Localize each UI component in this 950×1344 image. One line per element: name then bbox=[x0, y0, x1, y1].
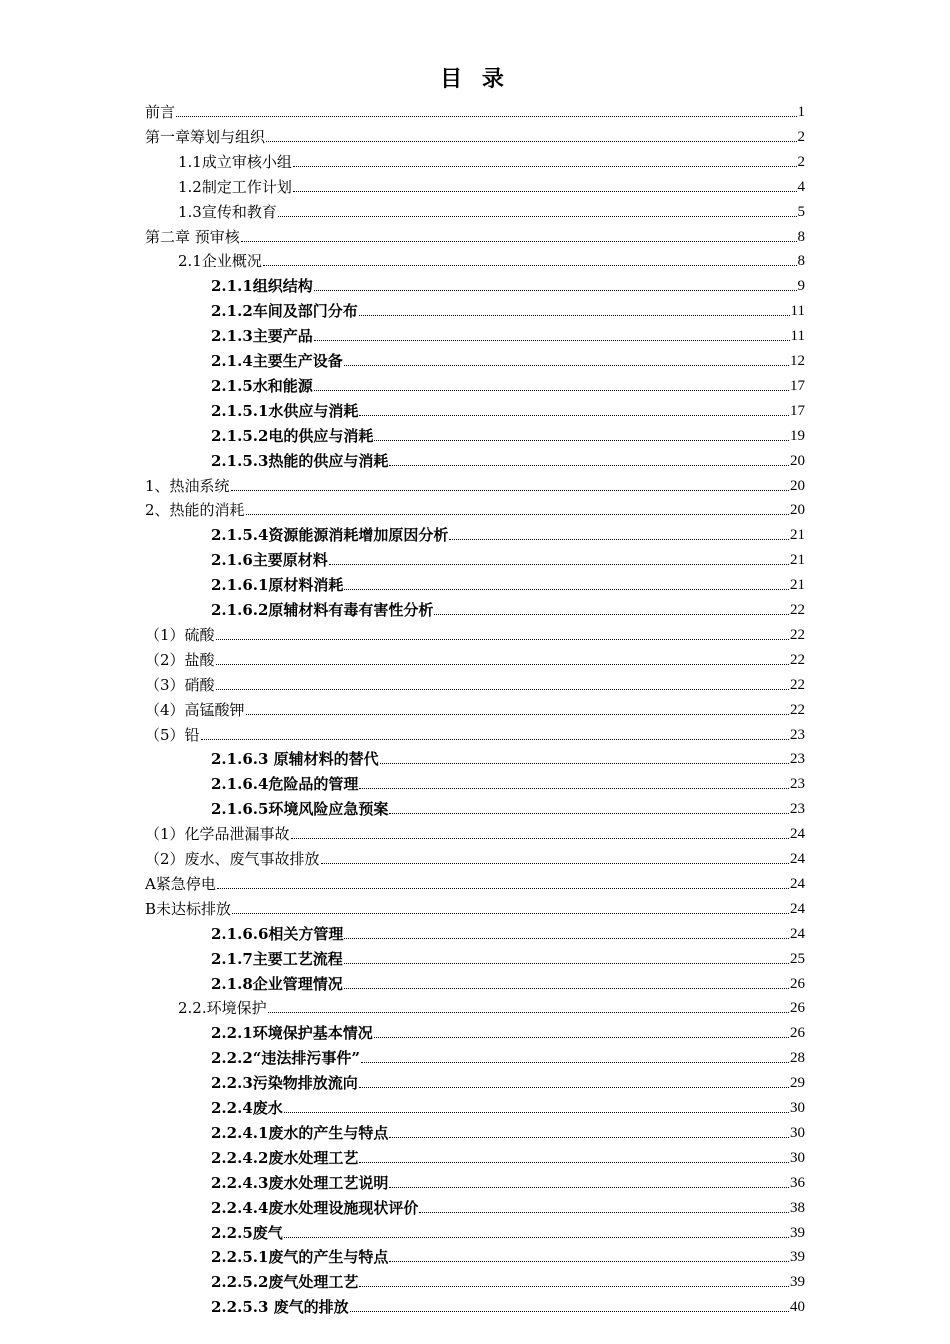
toc-entry[interactable] bbox=[178, 994, 805, 1018]
toc-dot-leader bbox=[374, 440, 789, 441]
toc-entry[interactable] bbox=[211, 272, 805, 296]
toc-entry-title: 2.1.5.2电的供应与消耗 bbox=[211, 426, 374, 445]
toc-entry-title: （1）化学品泄漏事故 bbox=[145, 825, 290, 844]
toc-entry[interactable] bbox=[145, 820, 805, 844]
toc-dot-leader bbox=[359, 1087, 789, 1088]
toc-entry-title: 2.1.6.2原辅材料有毒有害性分析 bbox=[211, 601, 434, 619]
toc-entry-title: （5）铅 bbox=[145, 725, 200, 744]
toc-entry-page: 1 bbox=[797, 104, 805, 120]
toc-dot-leader bbox=[232, 913, 789, 914]
toc-entry[interactable] bbox=[211, 1293, 805, 1317]
toc-entry-title: （2）盐酸 bbox=[145, 650, 215, 669]
toc-entry-page: 2 bbox=[797, 128, 805, 145]
toc-entry[interactable] bbox=[211, 1219, 805, 1243]
toc-entry-title: 前言 bbox=[145, 103, 176, 121]
toc-entry-title: 2.1.8企业管理情况 bbox=[211, 974, 343, 993]
toc-entry[interactable] bbox=[145, 671, 805, 695]
toc-entry[interactable] bbox=[211, 1044, 805, 1068]
toc-dot-leader bbox=[268, 1012, 789, 1013]
toc-entry-title: 2.1.6.6相关方管理 bbox=[211, 924, 344, 943]
toc-entry-title: 1.1成立审核小组 bbox=[178, 152, 292, 171]
toc-entry-title: 2.1.1组织结构 bbox=[211, 277, 313, 296]
toc-entry[interactable] bbox=[211, 397, 805, 421]
toc-entry-page: 38 bbox=[790, 1199, 805, 1216]
toc-entry[interactable] bbox=[178, 198, 805, 222]
toc-entry-title: 第一章筹划与组织 bbox=[145, 127, 266, 146]
toc-entry-page: 22 bbox=[790, 626, 805, 643]
toc-dot-leader bbox=[246, 514, 789, 515]
toc-entry-page: 17 bbox=[790, 402, 805, 419]
toc-entry-page: 12 bbox=[790, 353, 805, 369]
toc-entry[interactable] bbox=[211, 596, 805, 620]
toc-entry-title: 2、热能的消耗 bbox=[145, 501, 245, 520]
toc-entry[interactable] bbox=[211, 1268, 805, 1292]
toc-entry[interactable] bbox=[145, 696, 805, 720]
toc-entry[interactable] bbox=[145, 895, 805, 919]
toc-entry-title: 2.2.2“违法排污事件” bbox=[211, 1049, 361, 1068]
toc-entry-title: 2.1.6主要原材料 bbox=[211, 551, 328, 570]
toc-entry-title: 2.1.6.5环境风险应急预案 bbox=[211, 800, 389, 819]
toc-entry-page: 23 bbox=[790, 726, 805, 743]
toc-dot-leader bbox=[359, 415, 789, 416]
toc-entry[interactable] bbox=[211, 770, 805, 794]
toc-dot-leader bbox=[359, 315, 790, 316]
toc-entry-page: 8 bbox=[797, 253, 805, 270]
toc-entry-page: 24 bbox=[790, 875, 805, 892]
toc-entry-page: 21 bbox=[790, 577, 805, 594]
toc-dot-leader bbox=[321, 863, 789, 864]
toc-entry[interactable] bbox=[211, 1169, 805, 1193]
toc-dot-leader bbox=[434, 614, 789, 615]
toc-entry[interactable] bbox=[145, 472, 805, 496]
toc-entry-page: 21 bbox=[790, 527, 805, 544]
toc-entry-title: 2.2.5.3 废气的排放 bbox=[211, 1298, 349, 1317]
toc-dot-leader bbox=[380, 763, 789, 764]
toc-entry-title: 2.2.环境保护 bbox=[178, 999, 267, 1018]
toc-entry[interactable] bbox=[211, 745, 805, 769]
toc-entry-page: 22 bbox=[790, 676, 805, 693]
toc-entry-page: 22 bbox=[790, 651, 805, 668]
toc-entry-page: 36 bbox=[790, 1174, 805, 1191]
toc-dot-leader bbox=[291, 838, 789, 839]
toc-entry-title: 2.1.7主要工艺流程 bbox=[211, 949, 343, 968]
toc-entry-page: 21 bbox=[790, 552, 805, 569]
toc-entry[interactable] bbox=[211, 347, 805, 371]
toc-dot-leader bbox=[216, 639, 789, 640]
toc-entry[interactable] bbox=[211, 945, 805, 969]
toc-entry[interactable] bbox=[145, 721, 805, 745]
toc-entry[interactable] bbox=[145, 98, 805, 122]
toc-entry-title: 1.2制定工作计划 bbox=[178, 177, 292, 196]
toc-dot-leader bbox=[359, 788, 789, 789]
toc-entry[interactable] bbox=[145, 223, 805, 247]
toc-entry-page: 30 bbox=[790, 1149, 805, 1166]
toc-entry[interactable] bbox=[145, 845, 805, 869]
toc-dot-leader bbox=[344, 938, 789, 939]
toc-entry-title: （1）硫酸 bbox=[145, 625, 215, 644]
toc-entry-title: （2）废水、废气事故排放 bbox=[145, 850, 320, 868]
toc-entry[interactable] bbox=[211, 1094, 805, 1118]
toc-entry-title: A紧急停电 bbox=[145, 874, 216, 893]
toc-dot-leader bbox=[216, 664, 789, 665]
toc-dot-leader bbox=[389, 1137, 789, 1138]
toc-dot-leader bbox=[176, 116, 796, 117]
toc-entry-page: 22 bbox=[790, 701, 805, 718]
toc-dot-leader bbox=[314, 390, 789, 391]
toc-dot-leader bbox=[350, 1311, 789, 1312]
toc-entry[interactable] bbox=[211, 521, 805, 545]
toc-entry-title: 2.2.4.2废水处理工艺 bbox=[211, 1148, 359, 1167]
toc-dot-leader bbox=[359, 1162, 789, 1163]
toc-entry-page: 11 bbox=[790, 328, 805, 345]
toc-entry[interactable] bbox=[211, 297, 805, 321]
toc-title: 目 录 bbox=[440, 66, 510, 92]
toc-entry-title: 2.2.4.4废水处理设施现状评价 bbox=[211, 1198, 419, 1217]
toc-dot-leader bbox=[284, 1112, 789, 1113]
toc-entry-page: 8 bbox=[797, 228, 805, 245]
toc-dot-leader bbox=[361, 1062, 789, 1063]
toc-entry-page: 23 bbox=[790, 776, 805, 793]
toc-dot-leader bbox=[329, 564, 789, 565]
toc-entry-title: 2.1.5水和能源 bbox=[211, 376, 313, 395]
toc-dot-leader bbox=[344, 589, 789, 590]
toc-entry-page: 22 bbox=[790, 602, 805, 618]
toc-entry-page: 9 bbox=[797, 278, 805, 295]
toc-entry-title: 2.1.6.4危险品的管理 bbox=[211, 775, 359, 794]
toc-entry-title: 2.2.1环境保护基本情况 bbox=[211, 1024, 373, 1043]
toc-entry-page: 39 bbox=[790, 1224, 805, 1241]
toc-entry-title: （4）高锰酸钾 bbox=[145, 700, 245, 719]
toc-entry-page: 39 bbox=[790, 1249, 805, 1266]
toc-dot-leader bbox=[374, 1037, 789, 1038]
toc-entry[interactable] bbox=[145, 870, 805, 894]
toc-entry-page: 30 bbox=[790, 1100, 805, 1116]
toc-entry-page: 25 bbox=[790, 950, 805, 967]
toc-entry-page: 26 bbox=[790, 975, 805, 992]
toc-entry-title: 2.2.5废气 bbox=[211, 1223, 283, 1242]
toc-dot-leader bbox=[389, 813, 789, 814]
toc-entry-title: 第二章 预审核 bbox=[145, 227, 240, 246]
toc-entry-page: 24 bbox=[790, 826, 805, 843]
toc-entry[interactable] bbox=[211, 422, 805, 446]
toc-entry-title: 2.1.3主要产品 bbox=[211, 327, 313, 346]
toc-entry-title: 2.2.5.1废气的产生与特点 bbox=[211, 1248, 389, 1267]
toc-entry-title: 2.1.6.1原材料消耗 bbox=[211, 576, 344, 595]
toc-dot-leader bbox=[389, 1261, 789, 1262]
toc-entry[interactable] bbox=[211, 372, 805, 396]
toc-entry[interactable] bbox=[211, 571, 805, 595]
toc-entry-page: 29 bbox=[790, 1075, 805, 1092]
toc-entry-title: 2.2.3污染物排放流向 bbox=[211, 1074, 358, 1093]
toc-entry[interactable] bbox=[211, 1069, 805, 1093]
toc-entry[interactable] bbox=[145, 646, 805, 670]
toc-entry-page: 26 bbox=[790, 1025, 805, 1042]
toc-entry-title: 2.1.2车间及部门分布 bbox=[211, 302, 358, 321]
toc-entry-title: 2.1.4主要生产设备 bbox=[211, 352, 343, 370]
toc-dot-leader bbox=[314, 290, 797, 291]
toc-entry[interactable] bbox=[211, 1019, 805, 1043]
toc-dot-leader bbox=[359, 1286, 789, 1287]
toc-entry-page: 20 bbox=[790, 452, 805, 469]
toc-entry-title: 2.1企业概况 bbox=[178, 252, 262, 271]
toc-entry-title: 2.1.5.1水供应与消耗 bbox=[211, 401, 359, 420]
toc-dot-leader bbox=[314, 340, 790, 341]
toc-entry-page: 30 bbox=[790, 1124, 805, 1141]
toc-entry[interactable] bbox=[211, 546, 805, 570]
toc-entry-page: 28 bbox=[790, 1050, 805, 1067]
toc-dot-leader bbox=[246, 714, 789, 715]
toc-entry-page: 23 bbox=[790, 751, 805, 768]
toc-entry[interactable] bbox=[211, 447, 805, 471]
toc-entry[interactable] bbox=[178, 173, 805, 197]
toc-entry[interactable] bbox=[145, 621, 805, 645]
toc-dot-leader bbox=[231, 490, 789, 491]
toc-entry[interactable] bbox=[211, 920, 805, 944]
toc-entry[interactable] bbox=[211, 322, 805, 346]
toc-entry-title: （3）硝酸 bbox=[145, 675, 215, 694]
toc-entry[interactable] bbox=[211, 1119, 805, 1143]
toc-entry-title: 2.1.6.3 原辅材料的替代 bbox=[211, 750, 379, 769]
toc-dot-leader bbox=[263, 265, 797, 266]
toc-entry-page: 40 bbox=[790, 1299, 805, 1316]
toc-dot-leader bbox=[241, 241, 797, 242]
toc-entry-title: 2.2.4废水 bbox=[211, 1099, 283, 1117]
toc-entry-title: 1.3宣传和教育 bbox=[178, 202, 277, 221]
toc-dot-leader bbox=[293, 191, 797, 192]
toc-entry-page: 2 bbox=[797, 153, 805, 170]
toc-entry-page: 5 bbox=[797, 203, 805, 220]
toc-entry-page: 24 bbox=[790, 925, 805, 942]
toc-entry-title: 2.2.4.1废水的产生与特点 bbox=[211, 1123, 389, 1142]
toc-entry[interactable] bbox=[211, 795, 805, 819]
toc-dot-leader bbox=[344, 963, 789, 964]
toc-entry-title: 2.1.5.3热能的供应与消耗 bbox=[211, 451, 389, 470]
toc-entry[interactable] bbox=[145, 496, 805, 520]
toc-entry-page: 39 bbox=[790, 1274, 805, 1291]
toc-entry-page: 26 bbox=[790, 1000, 805, 1017]
toc-dot-leader bbox=[419, 1212, 789, 1213]
toc-entry-page: 24 bbox=[790, 851, 805, 867]
toc-entry-page: 4 bbox=[797, 178, 805, 195]
toc-dot-leader bbox=[344, 988, 789, 989]
toc-dot-leader bbox=[216, 689, 789, 690]
toc-entry-title: 2.2.4.3废水处理工艺说明 bbox=[211, 1173, 389, 1192]
toc-entry[interactable] bbox=[211, 1243, 805, 1267]
toc-entry[interactable] bbox=[211, 1144, 805, 1168]
toc-entry-page: 17 bbox=[790, 377, 805, 394]
toc-dot-leader bbox=[293, 166, 797, 167]
toc-dot-leader bbox=[201, 739, 789, 740]
toc-entry-title: 2.2.5.2废气处理工艺 bbox=[211, 1273, 359, 1292]
toc-entry-page: 20 bbox=[790, 502, 805, 519]
toc-dot-leader bbox=[217, 888, 789, 889]
toc-dot-leader bbox=[344, 365, 789, 366]
toc-entry-page: 20 bbox=[790, 477, 805, 494]
toc-entry-title: B未达标排放 bbox=[145, 899, 232, 918]
toc-dot-leader bbox=[389, 1187, 789, 1188]
toc-entry-page: 23 bbox=[790, 801, 805, 818]
toc-dot-leader bbox=[266, 141, 796, 142]
toc-entry-page: 19 bbox=[790, 427, 805, 444]
toc-dot-leader bbox=[278, 216, 797, 217]
toc-dot-leader bbox=[389, 465, 789, 466]
toc-entry[interactable] bbox=[211, 970, 805, 994]
toc-entry-title: 2.1.5.4资源能源消耗增加原因分析 bbox=[211, 526, 449, 545]
toc-entry[interactable] bbox=[178, 148, 805, 172]
toc-entry[interactable] bbox=[211, 1194, 805, 1218]
toc-entry[interactable] bbox=[145, 123, 805, 147]
toc-entry-page: 11 bbox=[790, 303, 805, 320]
toc-dot-leader bbox=[284, 1237, 789, 1238]
toc-entry-page: 24 bbox=[790, 900, 805, 917]
toc-dot-leader bbox=[449, 539, 789, 540]
toc-entry-title: 1、热油系统 bbox=[145, 476, 230, 495]
toc-entry[interactable] bbox=[178, 247, 805, 271]
